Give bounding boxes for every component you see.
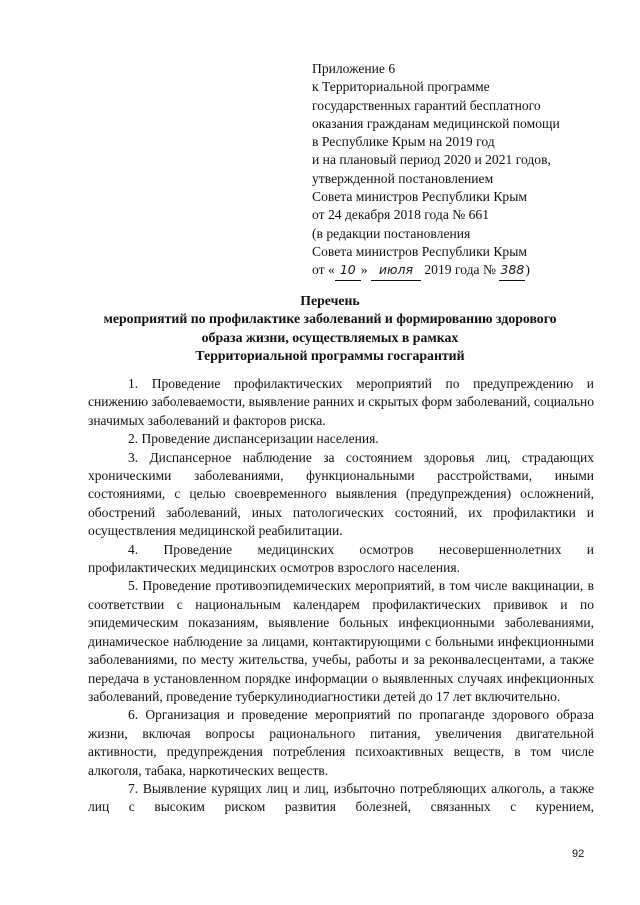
appendix-line: Приложение 6 (312, 61, 396, 76)
date-prefix: от « (312, 262, 335, 278)
title-line: образа жизни, осуществляемых в рамках (201, 329, 459, 345)
title-line: мероприятий по профилактике заболеваний и формированию здорового (103, 311, 557, 327)
appendix-line: от 24 декабря 2018 года № 661 (312, 207, 490, 223)
title-line: Территориальной программы госгарантий (195, 347, 465, 363)
handwritten-month: июля (371, 261, 421, 280)
appendix-line: оказания гражданам медицинской помощи (312, 115, 560, 131)
handwritten-number: 388 (499, 261, 525, 280)
list-item-3: 3. Диспансерное наблюдение за состоянием здоровья лиц, страдающих хроническими заболеваниями, функциональными расстройствами, иными состояниями, с целью своевременного выявления (предупреждения) осложнений, обострений заболеваний, иных патологических состояний, их профилактики и осуществления медицинской реабилитации. (88, 449, 594, 539)
amendment-date-line (312, 261, 612, 280)
list-item-7: 7. Выявление курящих лиц и лиц, избыточно потребляющих алкоголь, а также лиц с высоким риском развития болезней, связанных с курением, (88, 780, 594, 815)
date-year: 2019 года № (420, 262, 500, 278)
list-item-5: 5. Проведение противоэпидемических мероприятий, в том числе вакцинации, в соответствии с национальным календарем профилактических прививок и по эпидемическим показаниям, выявление больных инфекционными заболеваниями, динамическое наблюдение за лицами, контактирующими с больными инфекционными заболеваниями, по месту жительства, учебы, работы и за реконвалесцентами, а также передача в установленном порядке информации о выявленных случаях инфекционных заболеваний, проведение туберкулинодиагностики детей до 17 лет включительно. (88, 578, 594, 704)
appendix-line: Совета министров Республики Крым (312, 243, 527, 259)
document-title (60, 292, 600, 365)
date-suffix: ) (525, 262, 530, 278)
page-number: 92 (572, 848, 585, 860)
list-item-4: 4. Проведение медицинских осмотров несовершеннолетних и профилактических медицинских осмотров взрослого населения. (88, 541, 594, 576)
title-line: Перечень (300, 293, 360, 308)
appendix-line: (в редакции постановления (312, 225, 471, 241)
appendix-line: в Республике Крым на 2019 год (312, 134, 495, 150)
appendix-line: государственных гарантий бесплатного (312, 97, 541, 113)
appendix-line: Совета министров Республики Крым (312, 189, 527, 205)
measures-list (88, 375, 594, 817)
appendix-line: и на плановый период 2020 и 2021 годов, (312, 152, 551, 168)
handwritten-day: 10 (335, 261, 361, 280)
appendix-line: к Территориальной программе (312, 79, 490, 95)
appendix-line: утвержденной постановлением (312, 170, 494, 186)
appendix-header (312, 60, 612, 281)
list-item-1: 1. Проведение профилактических мероприятий по предупреждению и снижению заболеваемости, выявление ранних и скрытых форм заболеваний, социально значимых заболеваний и факторов риска. (88, 376, 594, 428)
list-item-2: 2. Проведение диспансеризации населения. (128, 431, 379, 447)
date-mid: » (360, 262, 371, 278)
list-item-6: 6. Организация и проведение мероприятий по пропаганде здорового образа жизни, включая вопросы рационального питания, увеличения двигательной активности, предупреждения потребления психоактивных веществ, в том числе алкоголя, табака, наркотических веществ. (88, 707, 594, 778)
